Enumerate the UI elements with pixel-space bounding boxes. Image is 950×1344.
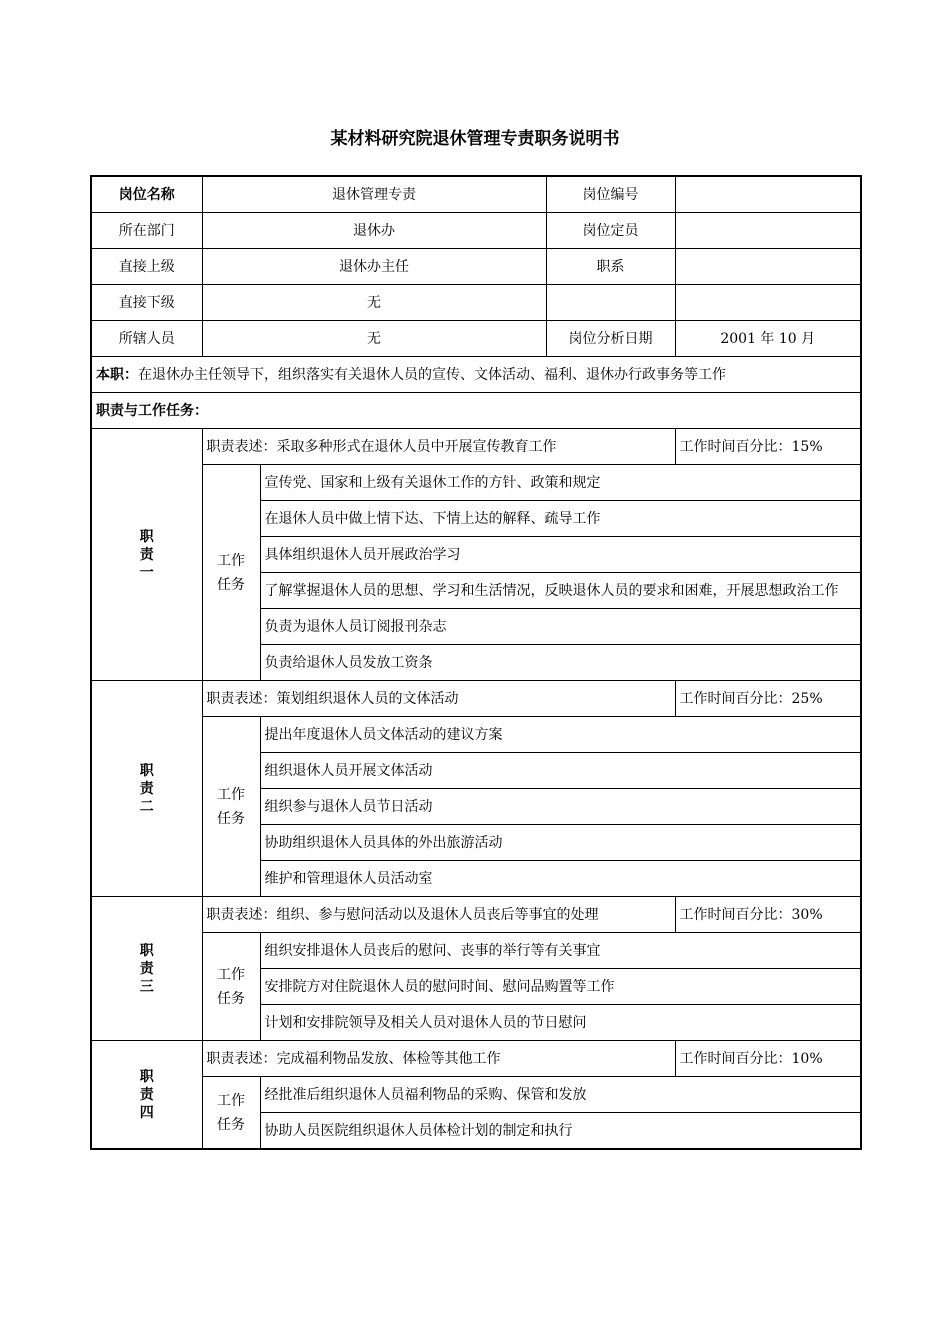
main-duty-text: 在退休办主任领导下，组织落实有关退休人员的宣传、文体活动、福利、退休办行政事务等工作 [138,366,726,383]
duty-2-name-char-2: 责 [139,780,154,797]
duty-1-task-row [91,465,861,501]
superior-value: 退休办主任 [202,249,546,285]
superior-label: 直接上级 [91,249,202,285]
duty-3-name-char-1: 职 [139,942,154,959]
staff-label: 所辖人员 [91,321,202,357]
main-duty-row [91,357,861,393]
main-duty-label: 本职： [96,366,138,383]
series-value [675,249,861,285]
duty-3-task-row [91,933,861,969]
empty-label-cell [546,285,675,321]
duty-4-name [91,1041,202,1150]
main-duty-cell [91,357,861,393]
duty-1-task-5: 负责为退休人员订阅报刊杂志 [260,609,861,645]
document-title: 某材料研究院退休管理专责职务说明书 [330,129,620,149]
duty-2-description: 职责表述：策划组织退休人员的文体活动 [202,681,675,717]
info-row-1 [91,176,861,213]
info-row-4 [91,285,861,321]
duty-3-task-1: 组织安排退休人员丧后的慰问、丧事的举行等有关事宜 [260,933,861,969]
duty-2-task-2: 组织退休人员开展文体活动 [260,753,861,789]
staff-value: 无 [202,321,546,357]
series-label: 职系 [546,249,675,285]
duty-2-name-char-3: 二 [139,798,154,815]
duty-2-name-char-1: 职 [139,762,154,779]
info-row-3 [91,249,861,285]
duties-heading: 职责与工作任务： [91,393,861,429]
duty-3-description-row [91,897,861,933]
duty-1-task-3: 具体组织退休人员开展政治学习 [260,537,861,573]
duty-4-time-share: 工作时间百分比：10% [675,1041,861,1077]
duty-1-task-1: 宣传党、国家和上级有关退休工作的方针、政策和规定 [260,465,861,501]
task-label-line-2: 任务 [217,576,245,593]
analysis-date-value: 2001 年 10 月 [675,321,861,357]
duty-4-description-row [91,1041,861,1077]
position-code-label: 岗位编号 [546,176,675,213]
duty-1-task-2: 在退休人员中做上情下达、下情上达的解释、疏导工作 [260,501,861,537]
duty-1-description-row [91,429,861,465]
duty-3-task-3: 计划和安排院领导及相关人员对退休人员的节日慰问 [260,1005,861,1041]
headcount-value [675,213,861,249]
subordinate-value: 无 [202,285,546,321]
duty-1-name-char-1: 职 [139,528,154,545]
duty-4-name-char-2: 责 [139,1086,154,1103]
subordinate-label: 直接下级 [91,285,202,321]
duty-4-name-char-3: 四 [139,1104,154,1121]
task-label-line-2: 任务 [217,810,245,827]
analysis-date-label: 岗位分析日期 [546,321,675,357]
position-code-value [675,176,861,213]
task-label-line-1: 工作 [217,1092,245,1109]
duty-2-task-label [202,717,260,897]
task-label-line-1: 工作 [217,966,245,983]
position-name-value: 退休管理专责 [202,176,546,213]
empty-value-cell [675,285,861,321]
task-label-line-2: 任务 [217,1116,245,1133]
duty-2-task-1: 提出年度退休人员文体活动的建议方案 [260,717,861,753]
duty-3-task-2: 安排院方对住院退休人员的慰问时间、慰问品购置等工作 [260,969,861,1005]
info-row-2 [91,213,861,249]
duty-2-task-4: 协助组织退休人员具体的外出旅游活动 [260,825,861,861]
task-label-line-1: 工作 [217,786,245,803]
duty-1-task-label [202,465,260,681]
headcount-label: 岗位定员 [546,213,675,249]
duty-3-time-share: 工作时间百分比：30% [675,897,861,933]
task-label-line-2: 任务 [217,990,245,1007]
duty-3-name-char-2: 责 [139,960,154,977]
info-row-5 [91,321,861,357]
duty-3-name [91,897,202,1041]
duty-3-description: 职责表述：组织、参与慰问活动以及退休人员丧后等事宜的处理 [202,897,675,933]
duty-4-task-1: 经批准后组织退休人员福利物品的采购、保管和发放 [260,1077,861,1113]
duty-4-task-label [202,1077,260,1150]
position-name-label: 岗位名称 [91,176,202,213]
department-value: 退休办 [202,213,546,249]
duty-2-time-share: 工作时间百分比：25% [675,681,861,717]
duty-3-name-char-3: 三 [139,978,154,995]
duty-1-description: 职责表述：采取多种形式在退休人员中开展宣传教育工作 [202,429,675,465]
duty-1-name [91,429,202,681]
duty-3-task-label [202,933,260,1041]
duty-2-task-5: 维护和管理退休人员活动室 [260,861,861,897]
duty-4-task-row [91,1077,861,1113]
duty-2-name [91,681,202,897]
duty-4-description: 职责表述：完成福利物品发放、体检等其他工作 [202,1041,675,1077]
duty-4-name-char-1: 职 [139,1068,154,1085]
duties-heading-row [91,393,861,429]
duty-2-description-row [91,681,861,717]
job-description-table [90,175,862,1150]
duty-1-task-4: 了解掌握退休人员的思想、学习和生活情况，反映退休人员的要求和困难，开展思想政治工作 [260,573,861,609]
duty-1-task-6: 负责给退休人员发放工资条 [260,645,861,681]
duty-2-task-row [91,717,861,753]
duty-1-name-char-3: 一 [139,564,154,581]
duty-4-task-2: 协助人员医院组织退休人员体检计划的制定和执行 [260,1113,861,1150]
department-label: 所在部门 [91,213,202,249]
duty-2-task-3: 组织参与退休人员节日活动 [260,789,861,825]
task-label-line-1: 工作 [217,552,245,569]
duty-1-name-char-2: 责 [139,546,154,563]
duty-1-time-share: 工作时间百分比：15% [675,429,861,465]
